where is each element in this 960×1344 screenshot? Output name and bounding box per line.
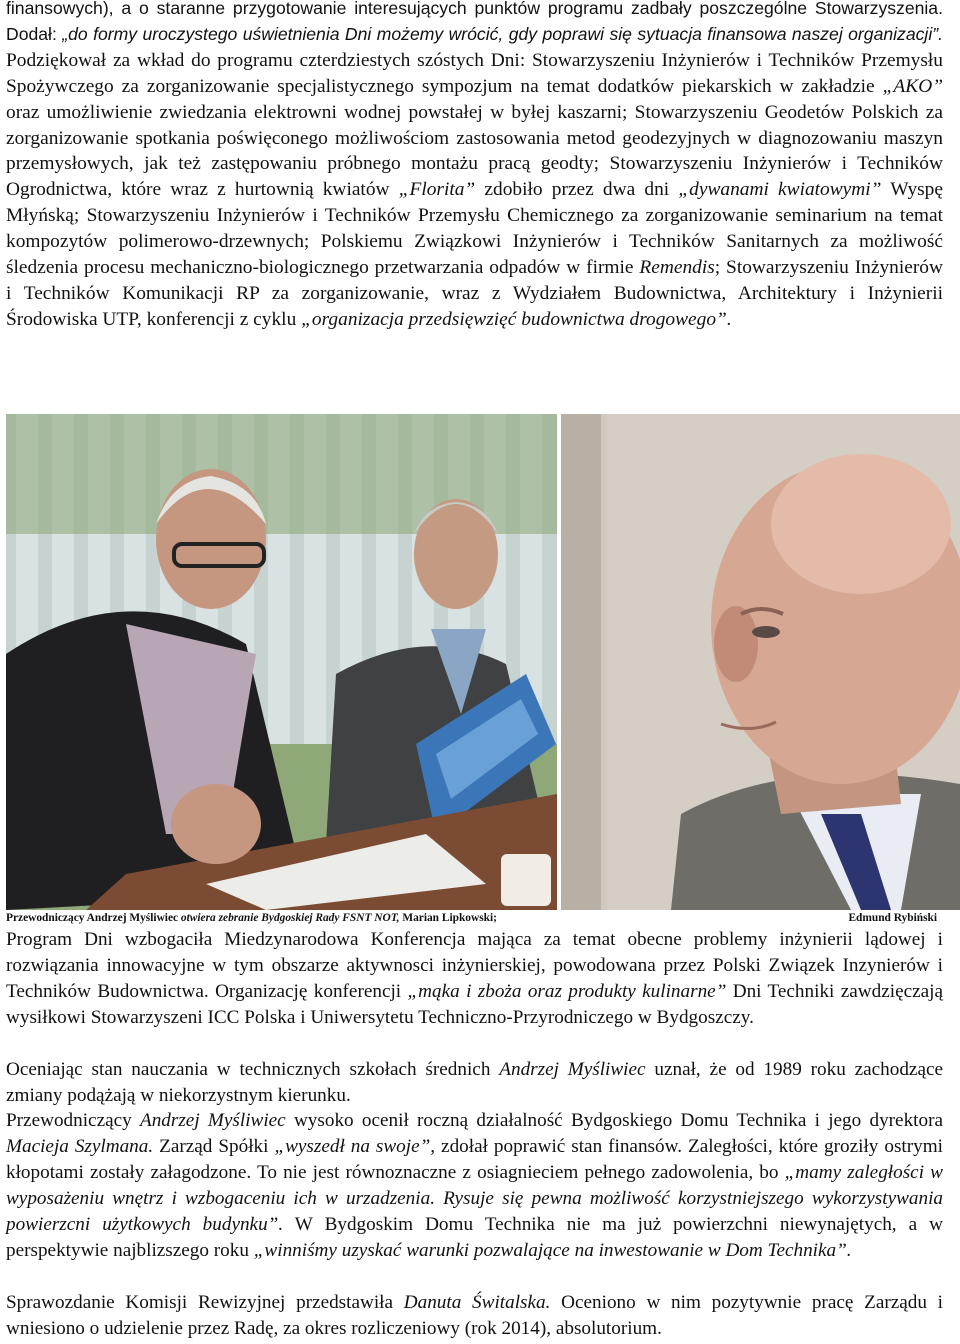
paragraph-nauczanie: Oceniając stan nauczania w technicznych szkołach średnich Andrzej Myśliwiec uznał, że od 1989 roku zachodzące zmiany podążają w niekorzystnym kierunku.	[6, 1059, 944, 1106]
photo-meeting	[6, 414, 557, 910]
photo-meeting-image	[6, 414, 557, 910]
photo-portrait-image	[561, 414, 960, 910]
paragraph-dom-technika: Przewodniczący Andrzej Myśliwiec wysoko ocenił roczną działalność Bydgoskiego Domu Technika i jego dyrektora Macieja Szylmana. Zarząd Spółki „wyszedł na swoje”, zdołał poprawić stan finansów. Zaległości, które groziły ostrymi kłopotami zostały załagodzone. To nie jest równoznaczne z osiagnieciem pełnego zadowolenia, bo „mamy zaległości w wyposażeniu wnętrz i wzbogaceniu ich w urzadzenia. Rysuje się pewna możliwość korzystniejszego wykorzystywania powierzcni użytkowych budynku”. W Bydgoskim Domu Technika nie ma już powierzchni niewynajętych, a w perspektywie najblizszego roku „winniśmy uzyskać warunki pozwalające na inwestowanie w Dom Technika”.	[6, 1110, 943, 1261]
caption-right: Edmund Rybiński	[848, 912, 937, 924]
photo-block	[6, 414, 960, 910]
photo-portrait	[561, 414, 960, 910]
paragraph-konferencja: Program Dni wzbogaciła Miedzynarodowa Konferencja mająca za temat obecne problemy inżynierii lądowej i rozwiązania innowacyjne w tym obszarze aktywnosci inżynierskiej, powodowana przez Polski Związek Inzynierów i Techników Budownictwa. Organizację konferencji „mąka i zboża oraz produkty kulinarne” Dni Techniki zawdzięczają wysiłkowi Stowarzyszeni ICC Polska i Uniwersytetu Techniczno-Przyrodniczego w Bydgoszczy.	[6, 929, 943, 1028]
top-paragraph: finansowych), a o staranne przygotowanie interesujących punktów programu zadbały poszczególne Stowarzyszenia. Dodał: „do formy uroczystego uświetnienia Dni możemy wrócić, gdy poprawi się sytuacja finansowa naszej organizacji”. Podziękował za wkład do programu czterdziestych szóstych Dni: Stowarzyszeniu Inżynierów i Techników Przemysłu Spożywczego za zorganizowanie specjalistycznego sympozjum na temat dodatków piekarskich w zakładzie „AKO” oraz umożliwienie zwiedzania elektrowni wodnej powstałej w byłej kaszarni; Stowarzyszeniu Geodetów Polskich za zorganizowanie spotkania poświęconego możliwościom zastosowania metod geodezyjnych w diagnozowaniu maszyn przemysłowych, jak też zastępowaniu próbnego montażu pracą geodty; Stowarzyszeniu Inżynierów i Techników Ogrodnictwa, które wraz z hurtownią kwiatów „Florita” zdobiło przez dwa dni „dywanami kwiatowymi” Wyspę Młyńską; Stowarzyszeniu Inżynierów i Techników Przemysłu Chemicznego za zorganizowanie seminarium na temat kompozytów polimerowo-drzewnych; Polskiemu Związkowi Inżynierów i Techników Sanitarnych za możliwość śledzenia procesu mechaniczno-biologicznego przetwarzania odpadów w firmie Remendis; Stowarzyszeniu Inżynierów i Techników Komunikacji RP za zorganizowanie, wraz z Wydziałem Budownictwa, Architektury i Inżynierii Środowiska UTP, konferencji z cyklu „organizacja przedsięwzięć budownictwa drogowego”.	[6, 0, 944, 330]
photo-caption: Przewodniczący Andrzej Myśliwiec otwiera zebranie Bydgoskiej Rady FSNT NOT, Marian Lipkowski; Edmund Rybiński	[6, 912, 937, 924]
paragraph-komisja: Sprawozdanie Komisji Rewizyjnej przedstawiła Danuta Świtalska. Oceniono w nim pozytywnie pracę Zarządu i wniesiono o udzielenie przez Radę, za okres rozliczeniowy (rok 2014), absolutorium.	[6, 1292, 943, 1339]
